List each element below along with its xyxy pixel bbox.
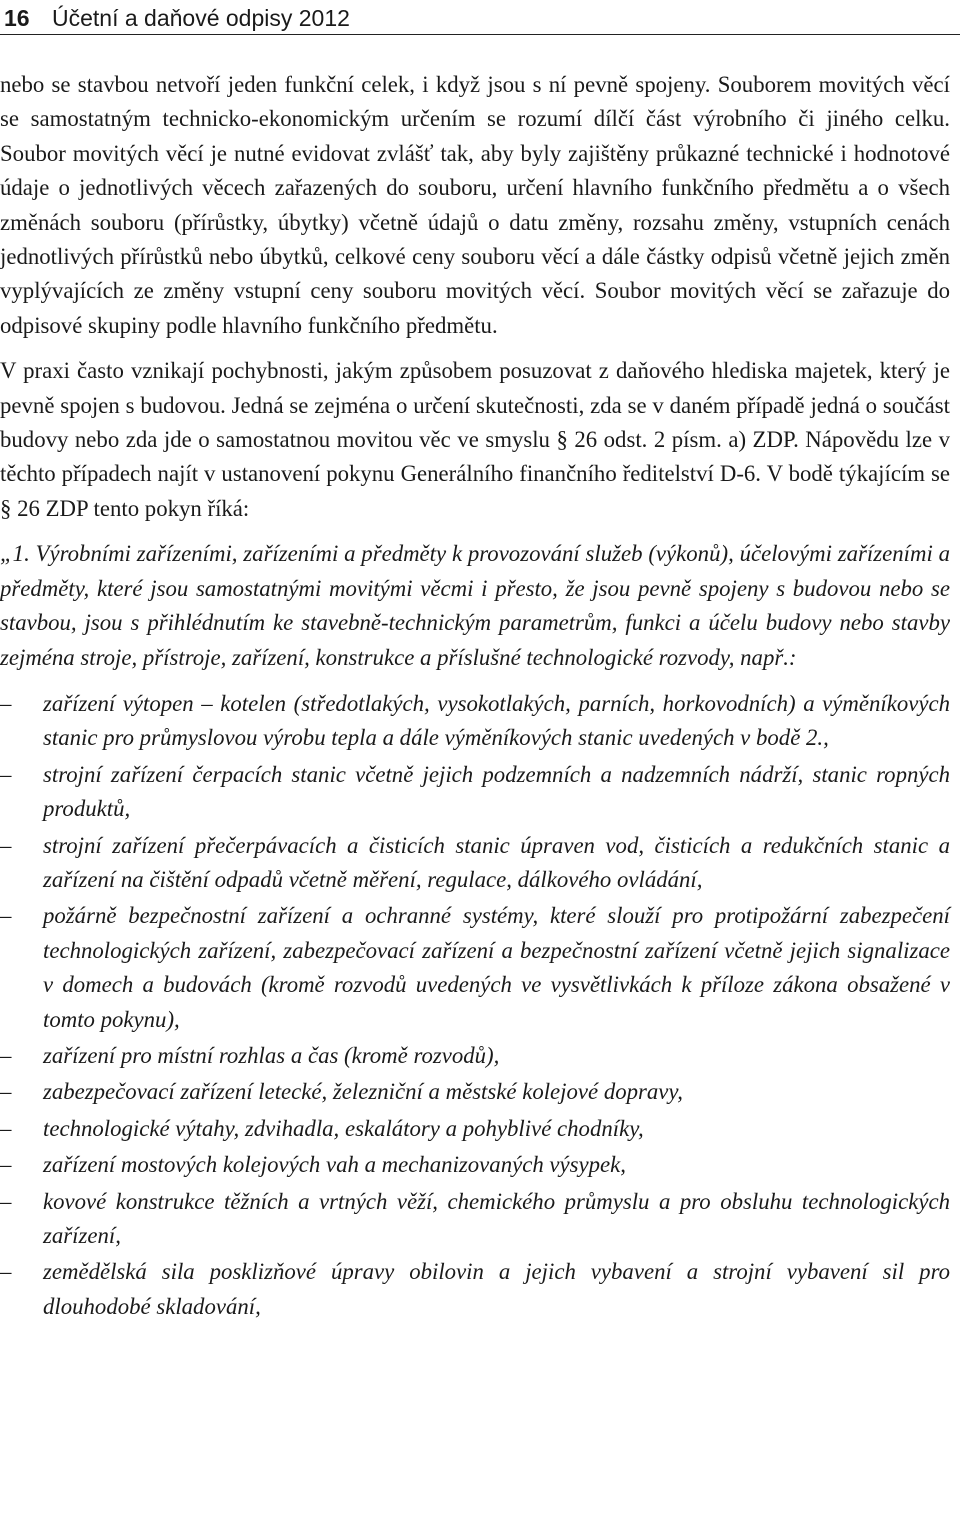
list-item <box>0 687 950 756</box>
list-item-text: kovové konstrukce těžních a vrtných věží, chemického průmyslu a pro obsluhu technologických zařízení, <box>43 1188 950 1248</box>
bullet-list <box>0 687 950 1324</box>
list-item-text: požárně bezpečnostní zařízení a ochranné systémy, které slouží pro protipožární zabezpečení technologických zařízení, zabezpečovací zařízení a bezpečnostní zařízení včetně jejich signalizace v domech a budovách (kromě rozvodů uvedených ve vysvětlivkách k příloze zákona obsažené v tomto pokynu), <box>43 903 950 1032</box>
dash-marker: – <box>0 903 12 929</box>
running-title: Účetní a daňové odpisy 2012 <box>52 5 350 31</box>
list-item <box>0 1148 950 1182</box>
page-number: 16 <box>4 5 30 31</box>
list-item <box>0 829 950 898</box>
list-item-text: zabezpečovací zařízení letecké, železniční a městské kolejové dopravy, <box>43 1079 683 1105</box>
body-paragraph: nebo se stavbou netvoří jeden funkční celek, i když jsou s ní pevně spojeny. Souborem movitých věcí se samostatným technicko-ekonomickým určením se rozumí dílčí část výrobního či jiného celku. Soubor movitých věcí je nutné evidovat zvlášť tak, aby byly zajištěny průkazné technické i hodnotové údaje o jednotlivých věcech zařazených do souboru, určení hlavního funkčního předmětu a o všech změnách souboru (přírůstky, úbytky) včetně údajů o datu změny, rozsahu změny, vstupních cenách jednotlivých přírůstků nebo úbytků, celkové ceny souboru věcí a dále částky odpisů včetně jejich změn vyplývajících ze změny vstupní ceny souboru movitých věcí. Soubor movitých věcí se zařazuje do odpisové skupiny podle hlavního funkčního předmětu. <box>0 72 950 338</box>
dash-marker: – <box>0 690 12 716</box>
list-item-text: zařízení pro místní rozhlas a čas (kromě rozvodů), <box>43 1042 500 1068</box>
dash-marker: – <box>0 1079 12 1105</box>
list-item-text: zařízení mostových kolejových vah a mechanizovaných výsypek, <box>43 1152 626 1178</box>
list-item <box>0 1255 950 1324</box>
dash-marker: – <box>0 1115 12 1141</box>
list-item-text: zařízení výtopen – kotelen (středotlakých, vysokotlakých, parních, horkovodních) a výměníkových stanic pro průmyslovou výrobu tepla a dále výměníkových stanic uvedených v bodě 2., <box>43 690 950 751</box>
dash-marker: – <box>0 761 12 787</box>
list-item <box>0 1185 950 1254</box>
list-item-text: strojní zařízení přečerpávacích a čisticích stanic úpraven vod, čisticích a redukčních stanic a zařízení na čištění odpadů včetně měření, regulace, dálkového ovládání, <box>43 832 950 892</box>
quoted-paragraph: „1. Výrobními zařízeními, zařízeními a předměty k provozování služeb (výkonů), účelovými zařízeními a předměty, které jsou samostatnými movitými věcmi i přesto, že jsou pevně spojeny s budovou nebo se stavbou, jsou s přihlédnutím ke stavebně-technickým parametrům, funkci a účelu budovy nebo stavby zejména stroje, přístroje, zařízení, konstrukce a příslušné technologické rozvody, např.: <box>0 541 950 670</box>
dash-marker: – <box>0 1259 12 1285</box>
list-item-text: zemědělská sila posklizňové úpravy obilovin a jejich vybavení a strojní vybavení sil pro dlouhodobé skladování, <box>43 1259 950 1319</box>
body-paragraph: V praxi často vznikají pochybnosti, jakým způsobem posuzovat z daňového hlediska majetek, který je pevně spojen s budovou. Jedná se zejména o určení skutečnosti, zda se v daném případě jedná o součást budovy nebo zda jde o samostatnou movitou věc ve smyslu § 26 odst. 2 písm. a) ZDP. Nápovědu lze v těchto případech najít v ustanovení pokynu Generálního finančního ředitelství D-6. V bodě týkajícím se § 26 ZDP tento pokyn říká: <box>0 358 950 521</box>
list-item <box>0 1075 950 1109</box>
page-body <box>0 68 950 1326</box>
list-item-text: technologické výtahy, zdvihadla, eskalátory a pohyblivé chodníky, <box>43 1115 644 1141</box>
list-item <box>0 1039 950 1073</box>
list-item-text: strojní zařízení čerpacích stanic včetně jejich podzemních a nadzemních nádrží, stanic ropných produktů, <box>43 761 950 822</box>
dash-marker: – <box>0 1042 12 1068</box>
header-rule <box>0 34 960 35</box>
list-item <box>0 899 950 1037</box>
dash-marker: – <box>0 1152 12 1178</box>
page-header <box>0 0 960 36</box>
list-item <box>0 758 950 827</box>
list-item <box>0 1112 950 1146</box>
dash-marker: – <box>0 1188 12 1214</box>
dash-marker: – <box>0 832 12 858</box>
